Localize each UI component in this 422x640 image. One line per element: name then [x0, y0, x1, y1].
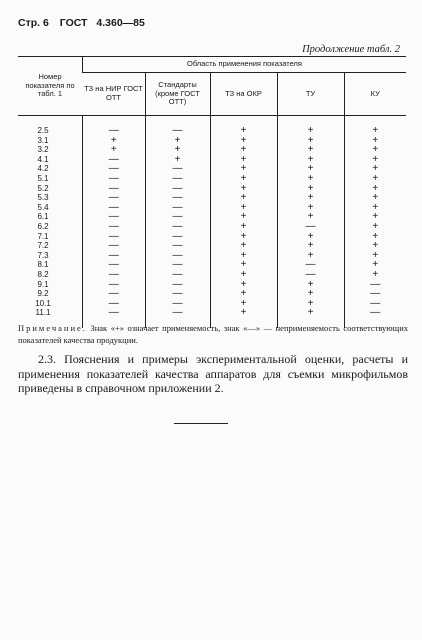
cell-mark: +	[277, 174, 344, 184]
cell-mark: +	[210, 251, 277, 261]
cell-mark: +	[210, 289, 277, 299]
cell-mark: —	[344, 299, 406, 309]
cell-mark: +	[145, 145, 210, 155]
row-number: 11.1	[35, 308, 51, 318]
cell-mark: +	[344, 203, 406, 213]
cell-mark: —	[83, 222, 146, 232]
cell-mark: +	[210, 270, 277, 280]
cell-mark: +	[277, 232, 344, 242]
cell-mark: +	[210, 145, 277, 155]
cell-mark: —	[145, 289, 210, 299]
cell-mark: —	[145, 174, 210, 184]
cell-mark: +	[210, 203, 277, 213]
table-row	[18, 270, 406, 280]
cell-mark: +	[344, 193, 406, 203]
row-number: 2.5	[37, 126, 49, 135]
page-header	[18, 17, 145, 29]
row-number: 7.2	[37, 241, 49, 251]
paragraph-2-3: 2.3. Пояснения и примеры экспериментальной оценки, расчеты и применения показателей качества аппаратов для съемки микрофильмов приведены в справочном приложении 2.	[18, 352, 408, 395]
col-header-ku: КУ	[344, 73, 406, 116]
cell-mark: +	[83, 145, 146, 155]
cell-mark: +	[277, 193, 344, 203]
cell-mark: +	[277, 299, 344, 309]
cell-mark: +	[277, 289, 344, 299]
table-row	[18, 260, 406, 270]
cell-mark: —	[83, 212, 146, 222]
table-row	[18, 126, 406, 136]
table-row	[18, 164, 406, 174]
row-number: 9.2	[37, 289, 49, 299]
cell-mark: +	[210, 280, 277, 290]
standard-code: 4.360—85	[96, 17, 145, 29]
cell-mark: +	[277, 145, 344, 155]
cell-mark: —	[83, 280, 146, 290]
table-row	[18, 299, 406, 309]
table-row	[18, 193, 406, 203]
col-header-tz-okr: ТЗ на ОКР	[210, 73, 277, 116]
cell-mark: +	[344, 174, 406, 184]
cell-mark: +	[277, 136, 344, 146]
cell-mark: —	[83, 126, 146, 136]
cell-mark: —	[83, 155, 146, 165]
cell-mark: +	[344, 251, 406, 261]
cell-mark: +	[277, 308, 344, 318]
table-row	[18, 174, 406, 184]
cell-mark: +	[210, 308, 277, 318]
cell-mark: +	[277, 241, 344, 251]
col-header-tu: ТУ	[277, 73, 344, 116]
cell-mark: +	[277, 203, 344, 213]
cell-mark: +	[344, 241, 406, 251]
cell-mark: +	[344, 184, 406, 194]
cell-mark: +	[344, 260, 406, 270]
cell-mark: —	[83, 193, 146, 203]
row-number: 4.2	[37, 164, 49, 174]
cell-mark: —	[83, 289, 146, 299]
table-continuation: Продолжение табл. 2	[302, 44, 400, 55]
cell-mark: —	[145, 308, 210, 318]
cell-mark: +	[277, 251, 344, 261]
cell-mark: —	[277, 222, 344, 232]
row-number: 3.2	[37, 145, 49, 155]
cell-mark: +	[344, 155, 406, 165]
cell-mark: +	[145, 136, 210, 146]
row-number: 3.1	[37, 135, 49, 145]
row-number: 8.2	[37, 269, 49, 279]
table-row	[18, 251, 406, 261]
cell-mark: —	[145, 203, 210, 213]
group-header: Область применения показателя	[83, 57, 407, 73]
cell-mark: +	[277, 212, 344, 222]
standard-label: ГОСТ	[59, 17, 88, 29]
row-number: 7.3	[37, 250, 49, 260]
cell-mark: +	[210, 232, 277, 242]
cell-mark: +	[210, 155, 277, 165]
table-row	[18, 203, 406, 213]
end-rule	[174, 423, 228, 424]
cell-mark: +	[277, 164, 344, 174]
cell-mark: —	[145, 184, 210, 194]
table-row	[18, 241, 406, 251]
cell-mark: +	[344, 212, 406, 222]
cell-mark: —	[145, 193, 210, 203]
note-label: Примечание.	[18, 323, 87, 333]
cell-mark: +	[344, 136, 406, 146]
cell-mark: —	[145, 270, 210, 280]
cell-mark: —	[83, 299, 146, 309]
table-note	[18, 322, 408, 346]
cell-mark: +	[210, 193, 277, 203]
cell-mark: —	[83, 232, 146, 242]
cell-mark: —	[83, 260, 146, 270]
cell-mark: —	[344, 289, 406, 299]
cell-mark: —	[145, 164, 210, 174]
cell-mark: +	[145, 155, 210, 165]
cell-mark: —	[83, 164, 146, 174]
table-row	[18, 308, 406, 318]
cell-mark: —	[145, 212, 210, 222]
table-row	[18, 145, 406, 155]
cell-mark: —	[145, 280, 210, 290]
table-row	[18, 222, 406, 232]
col-header-number: Номер показателя по табл. 1	[18, 57, 83, 116]
row-number: 5.1	[37, 173, 49, 183]
cell-mark: —	[83, 184, 146, 194]
table-row	[18, 280, 406, 290]
col-header-tz-nir: ТЗ на НИР ГОСТ ОТТ	[84, 84, 143, 102]
cell-mark: —	[83, 270, 146, 280]
cell-mark: +	[210, 184, 277, 194]
table-row	[18, 289, 406, 299]
cell-mark: +	[210, 174, 277, 184]
cell-mark: —	[277, 270, 344, 280]
table-row	[18, 155, 406, 165]
cell-mark: +	[210, 260, 277, 270]
cell-mark: —	[83, 203, 146, 213]
cell-mark: +	[344, 222, 406, 232]
cell-mark: +	[277, 126, 344, 136]
indicator-table	[18, 56, 406, 328]
cell-mark: —	[145, 299, 210, 309]
cell-mark: —	[83, 241, 146, 251]
cell-mark: +	[277, 280, 344, 290]
row-number: 7.1	[37, 231, 49, 241]
row-number: 5.3	[37, 193, 49, 203]
cell-mark: +	[344, 270, 406, 280]
cell-mark: +	[210, 136, 277, 146]
row-number: 5.4	[37, 202, 49, 212]
table-row	[18, 184, 406, 194]
row-number: 5.2	[37, 183, 49, 193]
cell-mark: —	[145, 260, 210, 270]
cell-mark: +	[210, 299, 277, 309]
cell-mark: +	[210, 222, 277, 232]
cell-mark: +	[344, 232, 406, 242]
cell-mark: +	[210, 164, 277, 174]
row-number: 8.1	[37, 260, 49, 270]
table-row	[18, 136, 406, 146]
cell-mark: —	[83, 251, 146, 261]
table-row	[18, 212, 406, 222]
cell-mark: —	[344, 280, 406, 290]
row-number: 6.2	[37, 221, 49, 231]
cell-mark: —	[145, 241, 210, 251]
page-number: Стр. 6	[18, 17, 49, 29]
cell-mark: +	[277, 184, 344, 194]
cell-mark: —	[145, 251, 210, 261]
cell-mark: +	[83, 136, 146, 146]
row-number: 9.1	[37, 279, 49, 289]
cell-mark: —	[83, 174, 146, 184]
cell-mark: —	[83, 308, 146, 318]
cell-mark: +	[210, 241, 277, 251]
table-body	[18, 116, 406, 328]
cell-mark: +	[277, 155, 344, 165]
cell-mark: —	[277, 260, 344, 270]
cell-mark: +	[344, 145, 406, 155]
cell-mark: —	[145, 232, 210, 242]
cell-mark: +	[344, 164, 406, 174]
cell-mark: +	[344, 126, 406, 136]
row-number: 4.1	[37, 154, 49, 164]
row-number: 10.1	[35, 298, 51, 308]
cell-mark: —	[145, 126, 210, 136]
cell-mark: —	[344, 308, 406, 318]
row-number: 6.1	[37, 212, 49, 222]
table-row	[18, 232, 406, 242]
cell-mark: +	[210, 212, 277, 222]
cell-mark: +	[210, 126, 277, 136]
cell-mark: —	[145, 222, 210, 232]
note-text: Знак «+» означает применяемость, знак «—» — неприменяемость соответствующих показателей качества продукции.	[18, 323, 408, 345]
col-header-standards: Стандарты (кроме ГОСТ ОТТ)	[145, 73, 210, 116]
